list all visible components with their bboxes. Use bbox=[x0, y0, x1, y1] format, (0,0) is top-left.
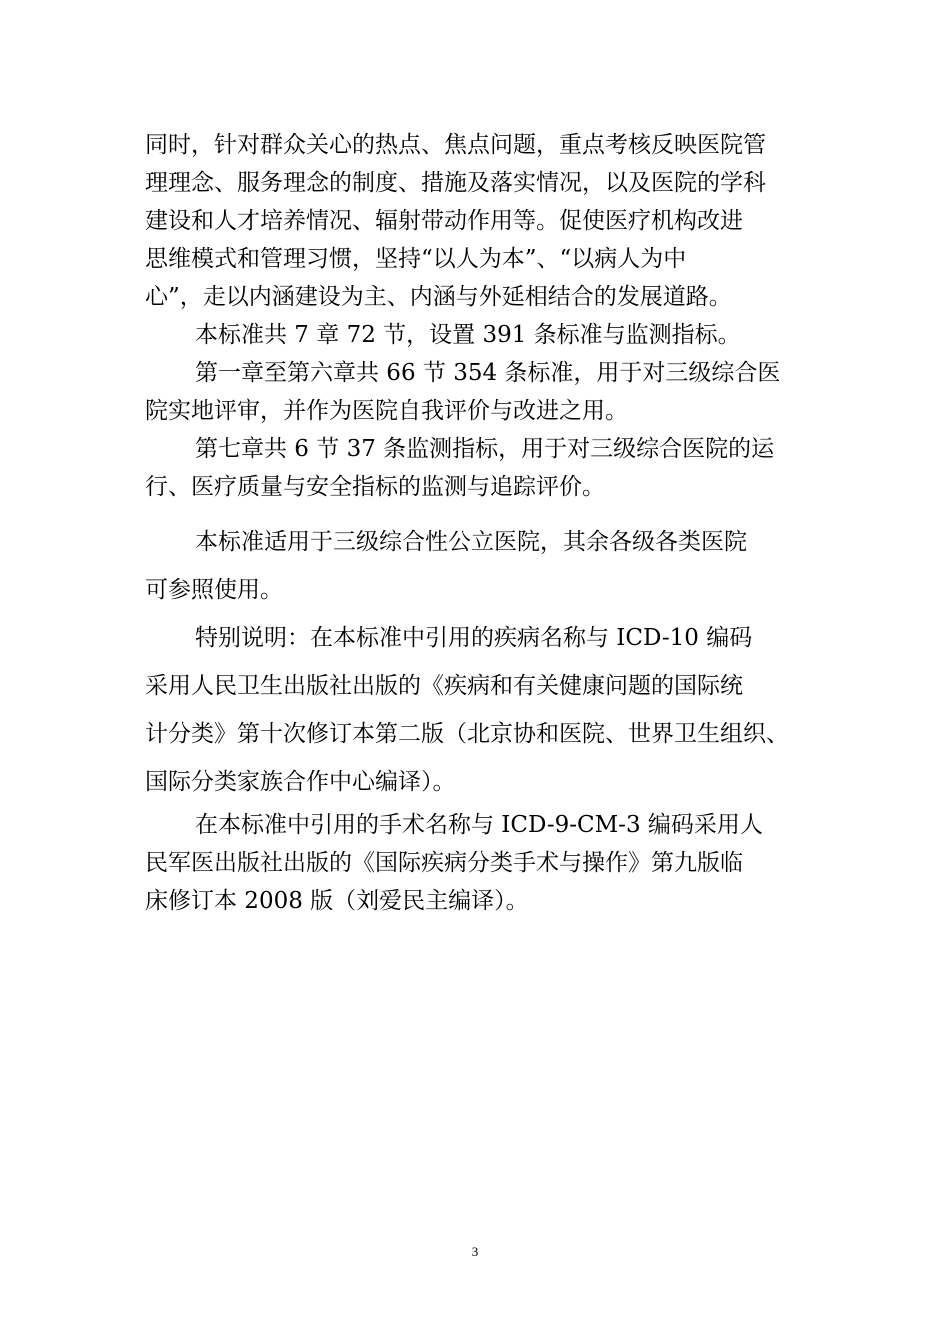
text-line: 本标准共 7 章 72 节，设置 391 条标准与监测指标。 bbox=[195, 322, 741, 348]
text-line: 行、医疗质量与安全指标的监测与追踪评价。 bbox=[145, 474, 605, 500]
text-line: 床修订本 2008 版（刘爱民主编译）。 bbox=[145, 888, 529, 914]
paragraph-surgery-codes bbox=[145, 806, 825, 920]
paragraph-special-note bbox=[145, 614, 825, 806]
text-line: 本标准适用于三级综合性公立医院，其余各级各类医院 bbox=[195, 529, 747, 555]
text-line: 建设和人才培养情况、辐射带动作用等。促使医疗机构改进 bbox=[145, 208, 743, 234]
text-line: 第一章至第六章共 66 节 354 条标准，用于对三级综合医 bbox=[195, 360, 781, 386]
text-line: 可参照使用。 bbox=[145, 577, 283, 603]
text-line: 在本标准中引用的手术名称与 ICD-9-CM-3 编码采用人 bbox=[195, 812, 763, 838]
text-line: 同时，针对群众关心的热点、焦点问题，重点考核反映医院管 bbox=[145, 132, 766, 158]
text-line: 民军医出版社出版的《国际疾病分类手术与操作》第九版临 bbox=[145, 850, 743, 876]
text-line: 特别说明：在本标准中引用的疾病名称与 ICD-10 编码 bbox=[195, 625, 753, 651]
paragraph-structure bbox=[145, 316, 825, 354]
page-number: 3 bbox=[471, 1244, 479, 1259]
text-line: 院实地评审，并作为医院自我评价与改进之用。 bbox=[145, 398, 628, 424]
text-line: 第七章共 6 节 37 条监测指标，用于对三级综合医院的运 bbox=[195, 436, 775, 462]
paragraph-scope bbox=[145, 518, 825, 614]
text-line: 国际分类家族合作中心编译）。 bbox=[145, 769, 456, 795]
paragraph-chapter-7 bbox=[145, 430, 825, 506]
document-body bbox=[145, 126, 825, 920]
text-line: 心”，走以内涵建设为主、内涵与外延相结合的发展道路。 bbox=[145, 284, 732, 310]
text-line: 计分类》第十次修订本第二版（北京协和医院、世界卫生组织、 bbox=[145, 721, 789, 747]
text-line: 理理念、服务理念的制度、措施及落实情况，以及医院的学科 bbox=[145, 170, 766, 196]
paragraph-chapters-1-6 bbox=[145, 354, 825, 430]
paragraph-intro bbox=[145, 126, 825, 316]
text-line: 思维模式和管理习惯，坚持“以人为本”、“以病人为中 bbox=[145, 246, 687, 272]
text-line: 采用人民卫生出版社出版的《疾病和有关健康问题的国际统 bbox=[145, 673, 743, 699]
